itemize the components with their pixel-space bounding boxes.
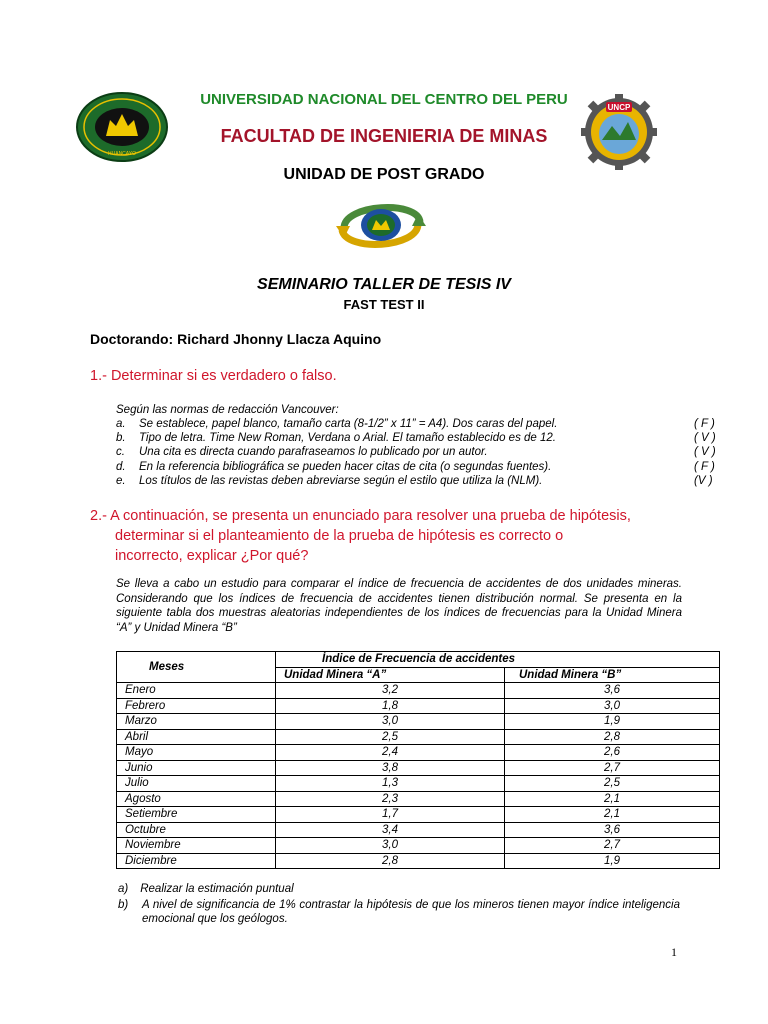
- cell-a: 1,3: [276, 776, 505, 792]
- cell-b: 1,9: [505, 853, 720, 869]
- table-row: [117, 776, 720, 792]
- university-name: UNIVERSIDAD NACIONAL DEL CENTRO DEL PERU: [200, 91, 568, 108]
- cell-b: 2,1: [505, 791, 720, 807]
- question-2-line-1: 2.- A continuación, se presenta un enunciado para resolver una prueba de hipótesis,: [90, 508, 631, 524]
- group-header: [276, 652, 720, 668]
- cell-a: 2,3: [276, 791, 505, 807]
- item-text: Se establece, papel blanco, tamaño carta (8-1/2” x 11” = A4). Dos caras del papel.: [139, 418, 558, 430]
- col-header-a-label: Unidad Minera “A”: [284, 668, 387, 681]
- table-row: [117, 760, 720, 776]
- item-letter: e.: [116, 475, 126, 487]
- cell-month: Marzo: [117, 714, 276, 730]
- question-1-title: 1.- Determinar si es verdadero o falso.: [90, 368, 337, 384]
- logo-badge-text: UNCP: [607, 103, 631, 112]
- table-row: [117, 838, 720, 854]
- sub-b-letter: b): [118, 899, 129, 911]
- postgrad-emblem-logo: [334, 194, 428, 256]
- cell-b: 2,7: [505, 838, 720, 854]
- cell-a: 2,8: [276, 853, 505, 869]
- cell-month: Setiembre: [117, 807, 276, 823]
- cell-month: Diciembre: [117, 853, 276, 869]
- cell-month: Enero: [117, 683, 276, 699]
- cell-b: 2,8: [505, 729, 720, 745]
- cell-month: Noviembre: [117, 838, 276, 854]
- cell-month: Julio: [117, 776, 276, 792]
- faculty-name: FACULTAD DE INGENIERIA DE MINAS: [220, 126, 548, 146]
- table-row: [117, 822, 720, 838]
- cell-a: 3,8: [276, 760, 505, 776]
- cell-a: 1,8: [276, 698, 505, 714]
- frequency-table: [116, 651, 720, 869]
- col-header-month-label: Meses: [149, 661, 185, 673]
- cell-a: 3,0: [276, 714, 505, 730]
- seminar-title: SEMINARIO TALLER DE TESIS IV: [257, 276, 511, 293]
- question-2-line-3: incorrecto, explicar ¿Por qué?: [115, 548, 309, 564]
- sub-a-text: Realizar la estimación puntual: [140, 883, 294, 895]
- item-answer: ( F ): [694, 461, 715, 473]
- item-letter: d.: [116, 461, 126, 473]
- cell-b: 2,6: [505, 745, 720, 761]
- cell-a: 1,7: [276, 807, 505, 823]
- cell-month: Febrero: [117, 698, 276, 714]
- logo-city-text: HUANCAYO: [108, 151, 136, 157]
- col-header-month: [117, 652, 276, 683]
- item-letter: c.: [116, 446, 125, 458]
- cell-a: 3,4: [276, 822, 505, 838]
- cell-b: 2,1: [505, 807, 720, 823]
- cell-a: 3,2: [276, 683, 505, 699]
- test-title: FAST TEST II: [343, 297, 425, 312]
- table-row: [117, 698, 720, 714]
- sub-b-text: A nivel de significancia de 1% contrastar la hipótesis de que los mineros tienen mayor índice inteligencia emocional que los geólogos.: [142, 899, 680, 925]
- table-row: [117, 714, 720, 730]
- item-text: En la referencia bibliográfica se pueden hacer citas de cita (o segundas fuentes).: [139, 461, 552, 473]
- item-answer: ( F ): [694, 418, 715, 430]
- table-row: [117, 683, 720, 699]
- question-2-title: [90, 506, 660, 566]
- list-item: [116, 461, 720, 475]
- table-row: [117, 745, 720, 761]
- cell-month: Agosto: [117, 791, 276, 807]
- cell-b: 3,6: [505, 822, 720, 838]
- item-letter: a.: [116, 418, 126, 430]
- item-answer: ( V ): [694, 446, 716, 458]
- cell-month: Abril: [117, 729, 276, 745]
- item-text: Los títulos de las revistas deben abreviarse según el estilo que utiliza la (NLM).: [139, 475, 543, 487]
- sub-question-b: [118, 898, 680, 926]
- group-header-label: Índice de Frecuencia de accidentes: [322, 653, 516, 666]
- cell-b: 2,5: [505, 776, 720, 792]
- cell-month: Mayo: [117, 745, 276, 761]
- list-item: [116, 446, 720, 460]
- cell-month: Octubre: [117, 822, 276, 838]
- table-row: [117, 729, 720, 745]
- list-item: [116, 475, 720, 489]
- cell-b: 3,6: [505, 683, 720, 699]
- item-text: Una cita es directa cuando parafraseamos lo publicado por un autor.: [139, 446, 488, 458]
- item-letter: b.: [116, 432, 126, 444]
- table-row: [117, 791, 720, 807]
- question-1-intro: Según las normas de redacción Vancouver:: [116, 404, 339, 416]
- cell-a: 3,0: [276, 838, 505, 854]
- table-row: [117, 853, 720, 869]
- item-answer: ( V ): [694, 432, 716, 444]
- cell-a: 2,5: [276, 729, 505, 745]
- unit-name: UNIDAD DE POST GRADO: [283, 166, 485, 183]
- question-2-paragraph: Se lleva a cabo un estudio para comparar el índice de frecuencia de accidentes de dos unidades mineras. Considerando que los índices de frecuencia de accidentes tienen distribución normal. Se presenta en la siguiente tabla dos muestras aleatorias independientes de los índices de frecuencias para la Unidad Minera “A” y Unidad Minera “B”: [116, 578, 682, 634]
- table-row: [117, 807, 720, 823]
- item-answer: (V ): [694, 475, 713, 487]
- list-item: [116, 418, 720, 432]
- col-header-b-label: Unidad Minera “B”: [519, 668, 622, 681]
- cell-a: 2,4: [276, 745, 505, 761]
- page-number: 1: [671, 945, 677, 959]
- item-text: Tipo de letra. Time New Roman, Verdana o Arial. El tamaño establecido es de 12.: [139, 432, 556, 444]
- question-2-line-2: determinar si el planteamiento de la prueba de hipótesis es correcto o: [115, 528, 564, 544]
- cell-b: 1,9: [505, 714, 720, 730]
- col-header-a: [276, 667, 505, 683]
- sub-question-a: [118, 883, 294, 895]
- cell-month: Junio: [117, 760, 276, 776]
- col-header-b: [505, 667, 720, 683]
- sub-a-letter: a): [118, 883, 129, 895]
- cell-b: 2,7: [505, 760, 720, 776]
- list-item: [116, 432, 720, 446]
- cell-b: 3,0: [505, 698, 720, 714]
- student-name: Doctorando: Richard Jhonny Llacza Aquino: [90, 331, 382, 347]
